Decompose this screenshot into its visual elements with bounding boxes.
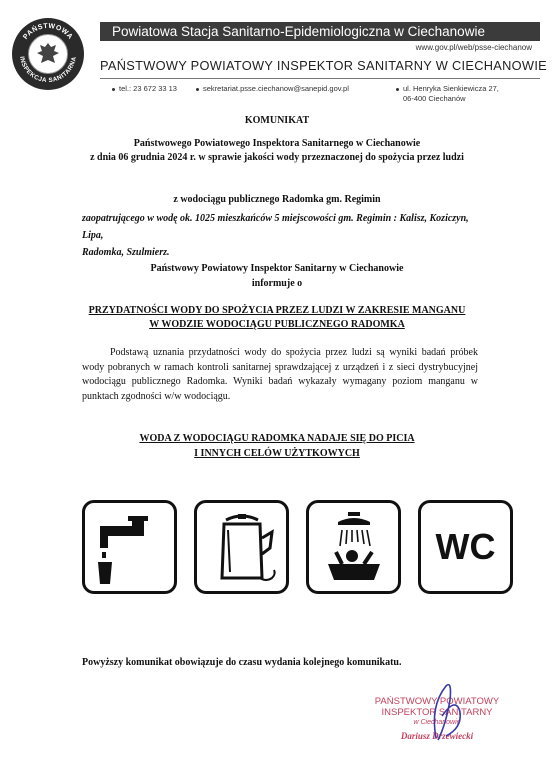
bullet-icon [196,88,199,91]
header-url: www.gov.pl/web/psse-ciechanow [415,43,532,52]
eagle-emblem-icon [28,34,68,74]
inspection-seal-logo [12,18,84,90]
header-divider [100,78,540,79]
verdict-line-1: WODA Z WODOCIĄGU RADOMKA NADAJE SIĘ DO PICIA [139,433,415,444]
tap-water-icon [82,500,177,594]
supply-area: zaopatrującego w wodę ok. 1025 mieszkańców 5 miejscowości gm. Regimin : Kalisz, Koziczyn, Lipa, Radomka, Szulmierz. [82,213,469,258]
issuer-line-2: z dnia 06 grudnia 2024 r. w sprawie jakości wody przeznaczonej do spożycia przez ludzi [90,152,464,163]
kettle-icon [194,500,289,594]
header-address: ul. Henryka Sienkiewicza 27, 06-400 Ciechanów [396,84,499,104]
wc-icon [418,500,513,594]
bullet-icon [396,88,399,91]
informs-line-1: Państwowy Powiatowy Inspektor Sanitarny w Ciechanowie [150,263,404,274]
signature-stamp: PAŃSTWOWY POWIATOWY INSPEKTOR SANITARNY w Ciechanowie Dariusz Drzewiecki [352,678,522,750]
waterworks-name: z wodociągu publicznego Radomka gm. Regimin [173,194,381,205]
suitability-line-1: PRZYDATNOŚCI WODY DO SPOŻYCIA PRZEZ LUDZI W ZAKRESIE MANGANU [88,305,466,316]
svg-text:PAŃSTWOWA: PAŃSTWOWA [22,22,74,41]
verdict-line-2: I INNYCH CELÓW UŻYTKOWYCH [194,448,360,459]
handwritten-signature [416,676,476,746]
svg-text:INSPEKCJA SANITARNA: INSPEKCJA SANITARNA [18,55,78,85]
header-phone: tel.: 23 672 33 13 [112,84,177,94]
body-paragraph: Podstawą uznania przydatności wody do spożycia przez ludzi są wyniki badań próbek wody pobranych w ramach kontroli sanitarnej sprawdzającej z urządzeń i z sieci dystrybucyjnej wodociągu publicznego Radomka. Wyniki badań wykazały wymagany poziom manganu w punktach zgodności w/w wodociągu. [82,347,478,402]
footer-note: Powyższy komunikat obowiązuje do czasu wydania kolejnego komunikatu. [82,657,402,668]
inspector-title: PAŃSTWOWY POWIATOWY INSPEKTOR SANITARNY W CIECHANOWIE [100,58,548,73]
informs-line-2: informuje o [251,278,303,289]
shower-icon [306,500,401,594]
wc-label: WC [435,526,496,567]
bullet-icon [112,88,115,91]
header-banner-title: Powiatowa Stacja Sanitarno-Epidemiologiczna w Ciechanowie [100,22,540,41]
issuer-line-1: Państwowego Powiatowego Inspektora Sanitarnego w Ciechanowie [133,138,421,149]
header-email: sekretariat.psse.ciechanow@sanepid.gov.pl [196,84,349,94]
document-heading: KOMUNIKAT [244,115,310,126]
suitability-line-2: W WODZIE WODOCIĄGU PUBLICZNEGO RADOMKA [149,319,405,330]
